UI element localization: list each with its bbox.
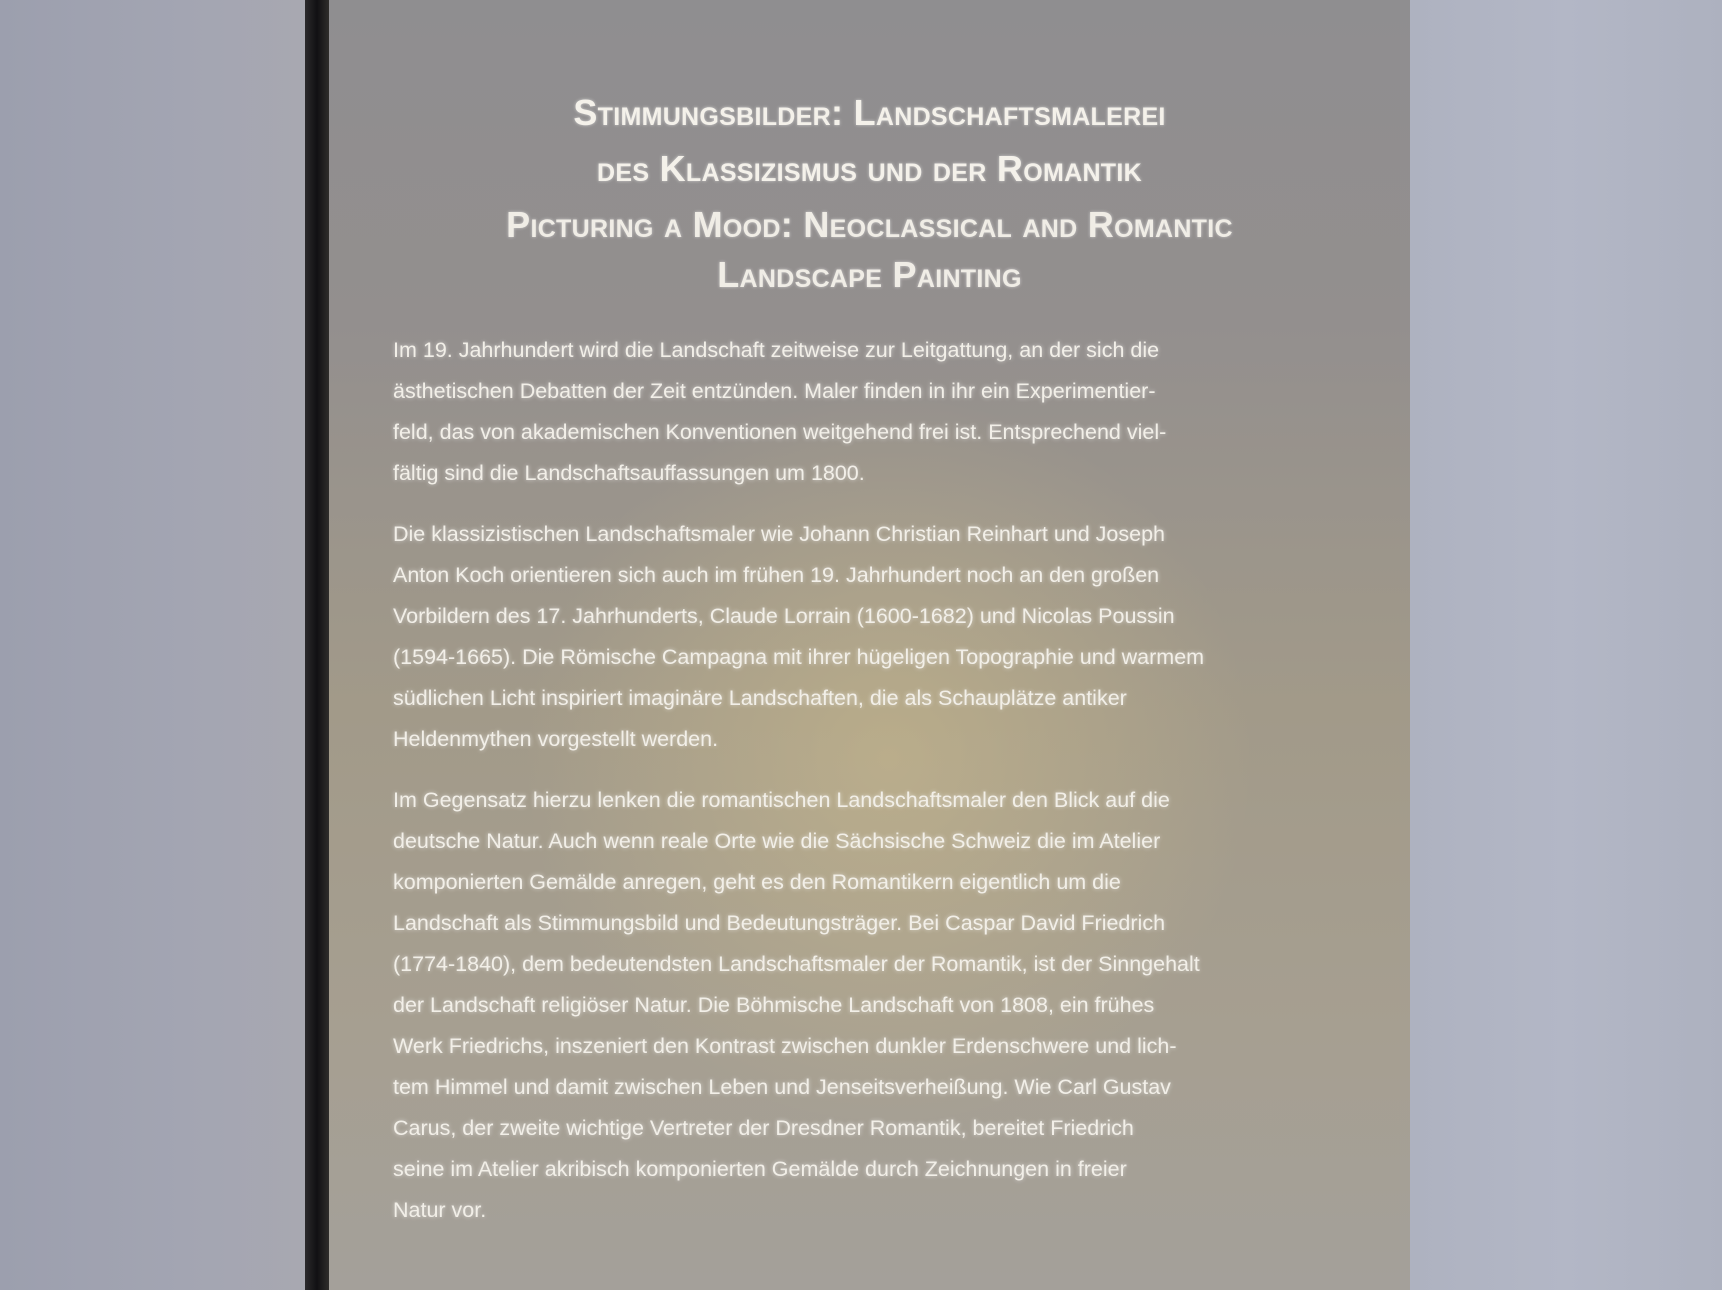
gallery-wall-left bbox=[0, 0, 305, 1290]
heading-de-line-1: Stimmungsbilder: Landschaftsmalerei bbox=[573, 92, 1166, 133]
paragraph-line: feld, das von akademischen Konventionen weitgehend frei ist. Entsprechend viel- bbox=[393, 420, 1167, 444]
paragraph-line: fältig sind die Landschaftsauffassungen um 1800. bbox=[393, 461, 865, 485]
paragraph-line: Natur vor. bbox=[393, 1198, 487, 1222]
paragraph-line: ästhetischen Debatten der Zeit entzünden. Maler finden in ihr ein Experimentier- bbox=[393, 379, 1156, 403]
paragraph-2 bbox=[393, 514, 1345, 760]
paragraph-line: Im 19. Jahrhundert wird die Landschaft zeitweise zur Leitgattung, an der sich die bbox=[393, 338, 1160, 362]
heading-en-line-2: Landscape Painting bbox=[717, 254, 1022, 295]
paragraph-line: deutsche Natur. Auch wenn reale Orte wie die Sächsische Schweiz die im Atelier bbox=[393, 829, 1161, 853]
paragraph-line: komponierten Gemälde anregen, geht es den Romantikern eigentlich um die bbox=[393, 870, 1121, 894]
paragraph-line: tem Himmel und damit zwischen Leben und Jenseitsverheißung. Wie Carl Gustav bbox=[393, 1075, 1171, 1099]
paragraph-line: Im Gegensatz hierzu lenken die romantischen Landschaftsmaler den Blick auf die bbox=[393, 788, 1170, 812]
paragraph-3 bbox=[393, 780, 1345, 1231]
paragraph-line: (1774-1840), dem bedeutendsten Landschaftsmaler der Romantik, ist der Sinngehalt bbox=[393, 952, 1200, 976]
paragraph-line: Anton Koch orientieren sich auch im frühen 19. Jahrhundert noch an den großen bbox=[393, 563, 1160, 587]
paragraph-line: Werk Friedrichs, inszeniert den Kontrast zwischen dunkler Erdenschwere und lich- bbox=[393, 1034, 1177, 1058]
paragraph-line: Carus, der zweite wichtige Vertreter der Dresdner Romantik, bereitet Friedrich bbox=[393, 1116, 1134, 1140]
paragraph-line: südlichen Licht inspiriert imaginäre Landschaften, die als Schauplätze antiker bbox=[393, 686, 1127, 710]
english-heading bbox=[329, 200, 1410, 300]
heading-en-line-1: Picturing a Mood: Neoclassical and Romantic bbox=[506, 204, 1233, 245]
gallery-wall-right bbox=[1410, 0, 1722, 1290]
paragraph-line: (1594-1665). Die Römische Campagna mit ihrer hügeligen Topographie und warmem bbox=[393, 645, 1205, 669]
paragraph-line: Heldenmythen vorgestellt werden. bbox=[393, 727, 719, 751]
paragraph-line: seine im Atelier akribisch komponierten Gemälde durch Zeichnungen in freier bbox=[393, 1157, 1127, 1181]
paragraph-line: Landschaft als Stimmungsbild und Bedeutungsträger. Bei Caspar David Friedrich bbox=[393, 911, 1166, 935]
wall-text-panel bbox=[329, 0, 1410, 1290]
paragraph-line: Vorbildern des 17. Jahrhunderts, Claude Lorrain (1600-1682) und Nicolas Poussin bbox=[393, 604, 1175, 628]
panel-edge bbox=[305, 0, 329, 1290]
paragraph-1 bbox=[393, 330, 1345, 494]
body-text bbox=[393, 330, 1345, 1251]
paragraph-line: Die klassizistischen Landschaftsmaler wie Johann Christian Reinhart und Joseph bbox=[393, 522, 1166, 546]
german-heading bbox=[329, 88, 1410, 194]
heading-de-line-2: des Klassizismus und der Romantik bbox=[597, 148, 1142, 189]
paragraph-line: der Landschaft religiöser Natur. Die Böhmische Landschaft von 1808, ein frühes bbox=[393, 993, 1155, 1017]
